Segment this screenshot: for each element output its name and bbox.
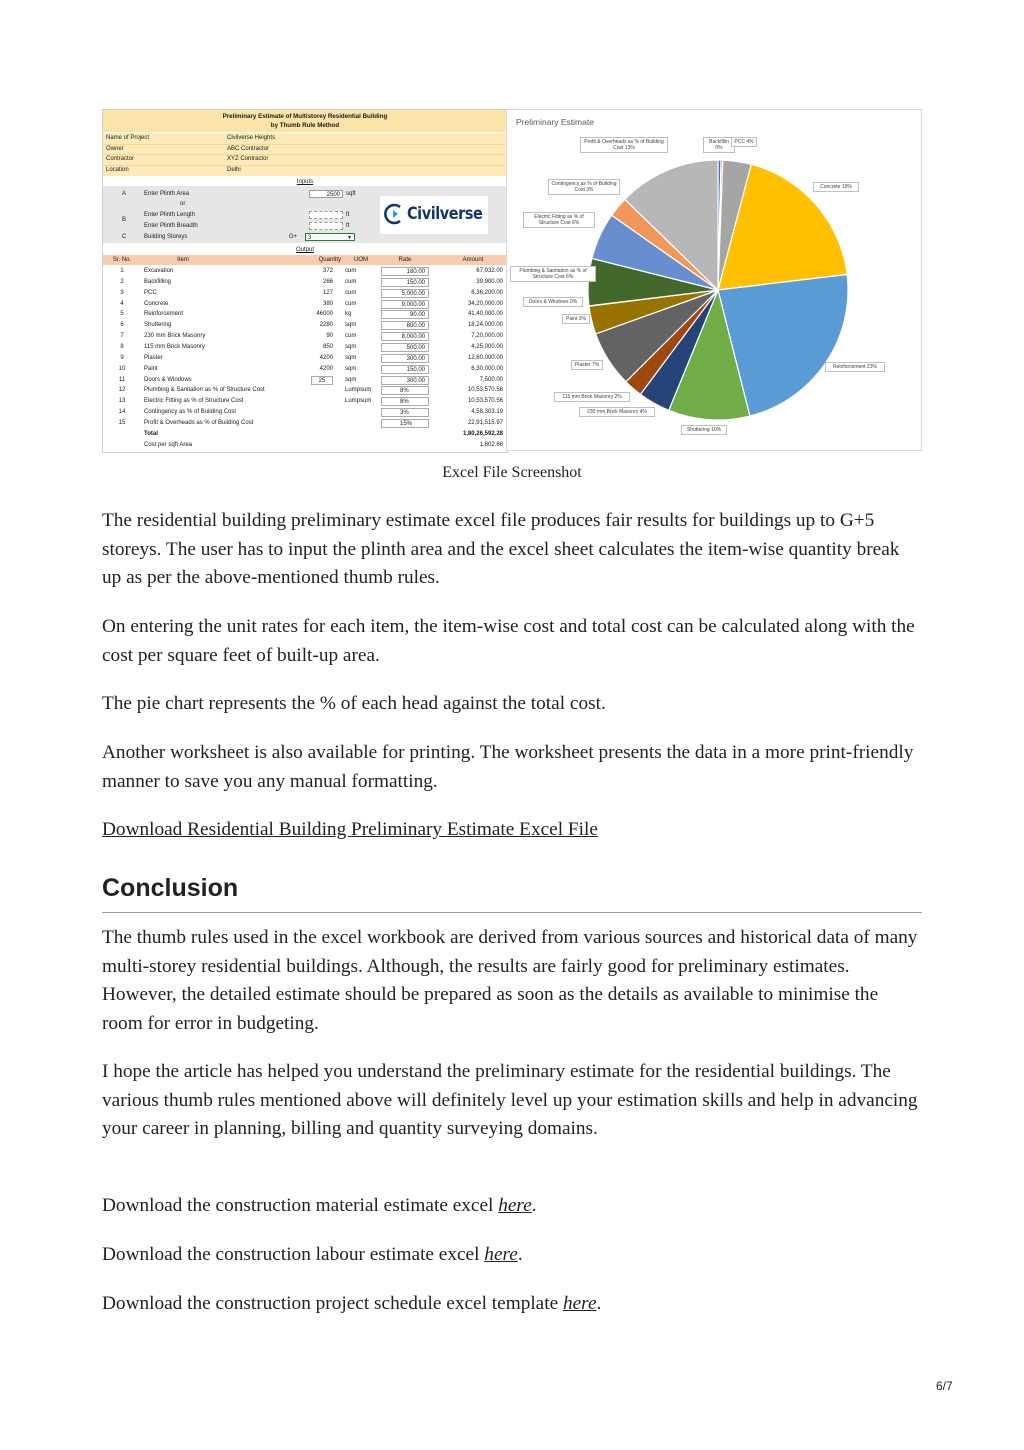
pie-data-label: Electric Fitting as % of Structure Cost 6%: [523, 212, 595, 228]
input-row-c: [103, 232, 403, 242]
conclusion-heading: Conclusion: [102, 874, 239, 902]
cell-srno: 6: [120, 322, 124, 329]
plinth-area-input[interactable]: 2500: [309, 190, 343, 198]
storeys-select[interactable]: [305, 233, 355, 241]
rate-value: 5,000.00: [401, 290, 425, 297]
project-value: Delhi: [227, 167, 241, 174]
cell-amount: 7,20,000.00: [471, 333, 503, 340]
cell-srno: 11: [118, 376, 126, 383]
pie-data-label: Plumbing & Sanitation as % of Structure Cost 6%: [510, 266, 596, 282]
rate-value: 8%: [400, 388, 409, 395]
pie-data-label: Paint 3%: [562, 314, 590, 324]
paragraph-conclusion: The thumb rules used in the excel workbook are derived from various sources and historical data of many multi-storey residential buildings. Although, the results are fairly good for preliminary estimates. However, the detailed estimate should be prepared as soon as the details as available to minimise the room for error in budgeting.: [102, 927, 918, 1034]
download-suffix: .: [531, 1195, 537, 1216]
cell-amount: 12,60,000.00: [467, 354, 503, 361]
project-value: ABC Contractor: [227, 145, 270, 152]
cell-item: 230 mm Brick Masonry: [144, 333, 206, 340]
cell-uom: sqm: [345, 354, 357, 361]
table-row: [103, 288, 507, 299]
cell-item: Backfilling: [144, 278, 172, 285]
project-value: Civilverse Heights: [227, 135, 276, 141]
input-unit: ft: [346, 223, 350, 229]
cell-item: Reinforcement: [144, 311, 184, 318]
table-row: [103, 396, 507, 407]
cell-item: Profit & Overheads as % of Building Cost: [144, 419, 254, 426]
cell-amount: 7,500.00: [479, 376, 503, 383]
cell-amount: 10,53,570.56: [467, 387, 503, 394]
col-rate: Rate: [398, 257, 412, 263]
table-row: [103, 353, 507, 364]
cell-item: Doors & Windows: [144, 376, 192, 383]
cell-item: Shuttering: [144, 322, 172, 329]
project-value: XYZ Contractor: [227, 156, 269, 163]
pie-chart-panel: [506, 109, 922, 451]
total-row: [103, 429, 507, 440]
cost-row: [103, 440, 507, 451]
paragraph-intro: The residential building preliminary estimate excel file produces fair results for buildings up to G+5 storeys. The user has to input the plinth area and the excel sheet calculates the item-wise quantity break up as per the above-mentioned thumb rules.: [102, 510, 900, 588]
input-code: A: [121, 191, 126, 197]
rate-value: 8%: [400, 399, 409, 406]
cell-amount: 22,91,515.97: [467, 419, 503, 426]
rate-value: 3%: [400, 410, 409, 417]
table-row: [103, 385, 507, 396]
input-or: or: [180, 201, 186, 207]
cost-per-sqft-label: Cost per sqft Area: [144, 441, 193, 448]
cell-amount: 67,032.00: [476, 268, 503, 274]
rate-input[interactable]: [381, 419, 429, 428]
cell-quantity: 4200: [319, 354, 333, 361]
cell-srno: 15: [118, 419, 126, 426]
pie-data-label: 230 mm Brick Masonry 4%: [579, 407, 655, 417]
cell-quantity: 46000: [316, 311, 333, 318]
storeys-prefix: G+: [289, 234, 298, 240]
rate-value: 90.00: [409, 312, 425, 319]
excel-screenshot: [102, 109, 922, 451]
heading-divider: [102, 912, 922, 913]
pie-data-label: PCC 4%: [731, 137, 757, 147]
rate-value: 15%: [400, 420, 413, 427]
input-code: C: [121, 234, 127, 240]
rate-value: 300.00: [406, 355, 425, 362]
cell-quantity: 372: [322, 268, 333, 274]
download-labour-line: [102, 1241, 922, 1270]
cell-amount: 4,58,303.19: [471, 409, 503, 416]
sheet-title: [103, 110, 507, 132]
col-item: Item: [177, 257, 189, 263]
input-row-or: [103, 199, 403, 209]
table-row: [103, 331, 507, 342]
cell-quantity: 25: [311, 376, 333, 385]
cell-srno: 2: [120, 278, 124, 285]
cell-srno: 8: [120, 343, 124, 350]
cell-uom: cum: [345, 300, 357, 307]
cell-uom: Lumpsum: [345, 398, 372, 405]
cell-quantity: 380: [322, 300, 333, 307]
input-label: Enter Plinth Length: [144, 212, 196, 218]
rate-value: 150.00: [406, 366, 425, 373]
input-unit: ft: [346, 212, 350, 218]
table-row: [103, 320, 507, 331]
download-text: Download the construction material estimate excel: [102, 1195, 499, 1216]
download-schedule-line: [102, 1290, 922, 1319]
cell-item: Excavation: [144, 268, 174, 274]
input-unit: sqft: [346, 191, 356, 197]
sheet-title-line1: Preliminary Estimate of Multistorey Residential Building: [222, 113, 388, 120]
rate-value: 180.00: [406, 269, 425, 275]
rate-input[interactable]: [381, 376, 429, 385]
rate-value: 9,000.00: [401, 301, 425, 308]
cell-srno: 7: [120, 333, 124, 340]
project-row: [103, 165, 507, 176]
col-amount: Amount: [462, 257, 484, 263]
pie-data-label: Plaster 7%: [571, 360, 603, 370]
project-details: [103, 133, 507, 176]
cell-uom: cum: [345, 278, 357, 285]
table-row: [103, 407, 507, 418]
rate-input[interactable]: [381, 386, 429, 395]
pie-data-label: Profit & Overheads as % of Building Cost 13%: [580, 137, 668, 153]
table-row: [103, 277, 507, 288]
cell-quantity: 90: [326, 333, 333, 340]
cell-quantity: 2280: [319, 322, 333, 329]
plinth-breadth-input[interactable]: [309, 222, 343, 230]
cell-uom: sqm: [345, 376, 357, 383]
table-row: [103, 299, 507, 310]
input-label: Enter Plinth Area: [144, 191, 190, 197]
table-header: [103, 255, 507, 265]
cell-uom: cum: [345, 333, 357, 340]
rate-input[interactable]: [381, 408, 429, 417]
cell-quantity: 4200: [319, 365, 333, 372]
pie-data-label: Doors & Windows 0%: [523, 297, 583, 307]
rate-input[interactable]: [381, 397, 429, 406]
cell-srno: 4: [120, 300, 124, 307]
paragraph-pie: The pie chart represents the % of each head against the total cost.: [102, 693, 606, 714]
cell-srno: 1: [120, 268, 124, 274]
cell-srno: 5: [120, 311, 124, 318]
download-material-line: [102, 1192, 922, 1221]
dropdown-arrow-icon: ▼: [347, 235, 352, 241]
table-row: [103, 364, 507, 375]
input-row-b2: [103, 221, 403, 231]
inputs-title: Inputs: [296, 179, 314, 185]
project-key: Contractor: [106, 156, 135, 163]
cell-item: Concrete: [144, 300, 169, 307]
pie-data-label: Reinforcement 23%: [825, 362, 885, 372]
figure-caption: Excel File Screenshot: [442, 464, 582, 481]
pie-data-label: Contingency as % of Building Cost 3%: [548, 179, 620, 195]
chart-title: Preliminary Estimate: [516, 117, 594, 127]
rate-value: 8,000.00: [401, 334, 425, 341]
cell-uom: Lumpsum: [345, 387, 372, 394]
cell-item: Paint: [144, 365, 158, 372]
cell-srno: 12: [118, 387, 126, 394]
download-suffix: .: [596, 1293, 602, 1314]
paragraph-hope: I hope the article has helped you understand the preliminary estimate for the residential buildings. The various thumb rules mentioned above will definitely level up your estimation skills and help in advancing your career in planning, billing and quantity surveying domains.: [102, 1061, 918, 1139]
cell-amount: 39,900.00: [476, 278, 503, 285]
project-key: Owner: [106, 145, 124, 152]
download-estimate-link[interactable]: Download Residential Building Preliminary Estimate Excel File: [102, 819, 598, 840]
cell-amount: 4,25,000.00: [471, 343, 503, 350]
cell-amount: 10,53,570.56: [467, 398, 503, 405]
cell-amount: 34,20,000.00: [467, 300, 503, 307]
cell-quantity: 127: [322, 289, 333, 296]
cost-per-sqft-value: 1,802.66: [479, 441, 503, 448]
rate-input[interactable]: [381, 343, 429, 352]
schedule-template-link[interactable]: here: [562, 1293, 597, 1314]
input-code: B: [121, 217, 126, 223]
input-label: Enter Plinth Breadth: [144, 223, 198, 229]
rate-input[interactable]: [381, 267, 429, 276]
pie-data-label: Shuttering 10%: [681, 425, 727, 435]
rate-input[interactable]: [381, 321, 429, 330]
rate-input[interactable]: [381, 278, 429, 287]
total-label: Total: [144, 430, 158, 437]
download-suffix: .: [517, 1244, 523, 1265]
spreadsheet: [102, 109, 508, 453]
download-text: Download the construction project schedule excel template: [102, 1293, 563, 1314]
cell-amount: 6,30,000.00: [471, 365, 503, 372]
cell-srno: 3: [120, 289, 124, 296]
cell-amount: 18,24,000.00: [467, 322, 503, 329]
col-quantity: Quantity: [318, 257, 341, 263]
table-row: [103, 375, 507, 386]
page-number: 6/7: [936, 1379, 953, 1393]
cell-quantity: 850: [322, 343, 333, 350]
cell-srno: 14: [118, 409, 126, 416]
paragraph-rates: On entering the unit rates for each item, the item-wise cost and total cost can be calculated along with the cost per square feet of built-up area.: [102, 616, 915, 666]
col-uom: UOM: [354, 257, 368, 263]
cell-srno: 13: [118, 398, 126, 405]
table-row: [103, 342, 507, 353]
rate-value: 800.00: [406, 323, 425, 330]
rate-input[interactable]: [381, 365, 429, 374]
cell-quantity: 266: [322, 278, 333, 285]
download-paragraph: [102, 816, 922, 845]
rate-input[interactable]: [381, 354, 429, 363]
material-estimate-link[interactable]: here: [498, 1195, 532, 1216]
cell-uom: sqm: [345, 365, 357, 372]
table-row: [103, 309, 507, 320]
logo-text: Civilverse: [407, 204, 483, 224]
project-key: Name of Project: [106, 135, 150, 141]
sheet-title-line2: by Thumb Rule Method: [270, 122, 340, 129]
rate-value: 300.00: [406, 377, 425, 384]
cell-amount: 6,36,200.00: [471, 289, 503, 296]
pie-data-label: Concrete 19%: [813, 182, 859, 192]
cell-uom: cum: [345, 268, 357, 274]
cell-uom: sqm: [345, 343, 357, 350]
rate-value: 150.00: [406, 279, 425, 286]
paragraph-worksheet: Another worksheet is also available for printing. The worksheet presents the data in a more print-friendly manner to save you any manual formatting.: [102, 742, 914, 792]
storeys-value: 3: [308, 235, 312, 241]
cell-item: Contingency as % of Building Cost: [144, 409, 237, 416]
cell-item: Electric Fitting as % of Structure Cost: [144, 398, 244, 405]
rate-input[interactable]: [381, 300, 429, 309]
input-label: Building Storeys: [144, 234, 188, 240]
cell-uom: cum: [345, 289, 357, 296]
cell-uom: sqm: [345, 322, 357, 329]
output-title: Output: [295, 247, 314, 253]
pie-data-label: Backfillin 0%: [703, 137, 735, 153]
civilverse-logo-icon: [384, 202, 406, 226]
col-srno: Sr. No.: [112, 257, 132, 263]
civilverse-logo: [380, 196, 488, 234]
labour-estimate-link[interactable]: here: [484, 1244, 518, 1265]
input-row-a: [103, 189, 403, 199]
cell-item: PCC: [144, 289, 157, 296]
pie-data-label: 115 mm Brick Masonry 2%: [554, 392, 630, 402]
cell-item: 115 mm Brick Masonry: [144, 343, 205, 350]
table-row: [103, 266, 507, 277]
cell-item: Plumbing & Sanitation as % of Structure Cost: [144, 387, 265, 394]
cell-srno: 10: [118, 365, 126, 372]
table-row: [103, 418, 507, 429]
rate-input[interactable]: [381, 289, 429, 298]
cell-srno: 9: [120, 354, 124, 361]
rate-value: 500.00: [406, 344, 425, 351]
rate-input[interactable]: [381, 332, 429, 341]
total-value: 1,80,26,592.28: [462, 430, 503, 437]
cell-amount: 41,40,000.00: [467, 311, 503, 318]
cell-item: Plaster: [144, 354, 163, 361]
rate-input[interactable]: [381, 310, 429, 319]
project-key: Location: [106, 167, 129, 174]
cell-uom: kg: [345, 311, 352, 318]
download-text: Download the construction labour estimate excel: [102, 1244, 485, 1265]
